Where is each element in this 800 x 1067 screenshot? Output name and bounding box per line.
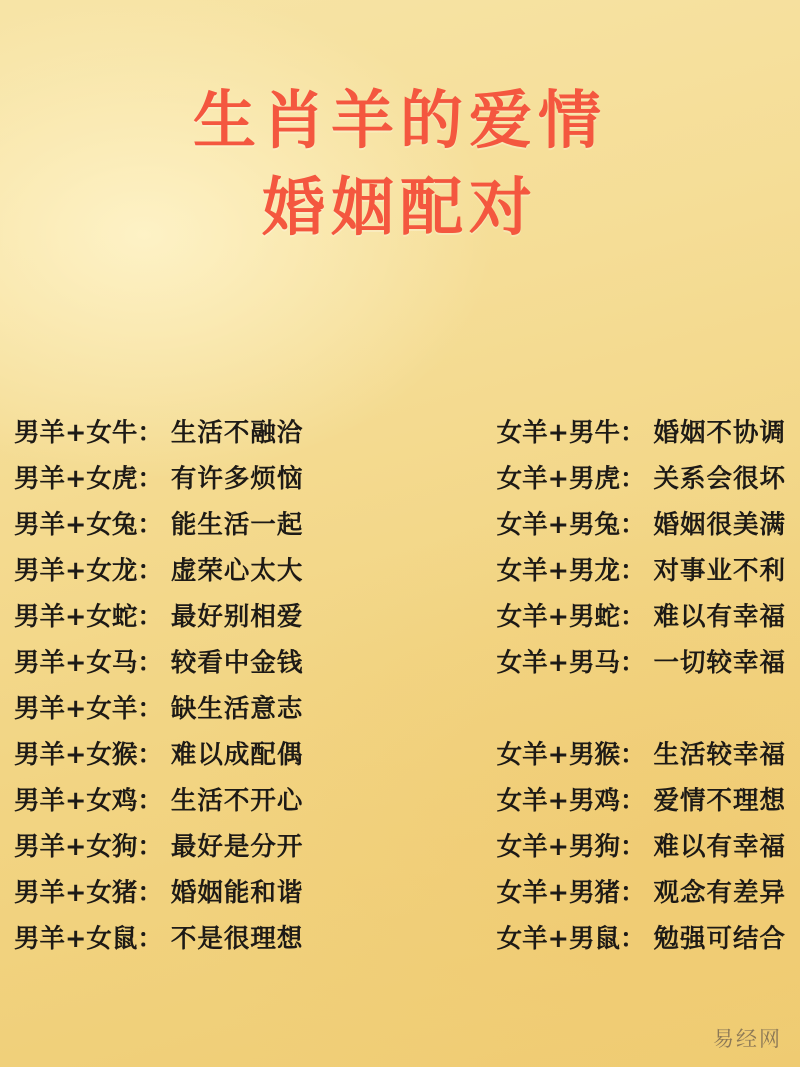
pairing-colon: ： [137, 510, 163, 540]
pairing-label: 女羊+男兔 [496, 510, 620, 540]
pairing-label: 男羊+女龙 [14, 556, 138, 586]
pairing-label: 女羊+男鸡 [496, 786, 620, 816]
page-title [0, 0, 800, 252]
pairing-label: 女羊+男虎 [496, 464, 620, 494]
pairing-label: 男羊+女狗 [14, 832, 138, 862]
pairing-label: 女羊+男蛇 [496, 602, 620, 632]
pairing-cell-female [410, 827, 786, 863]
pairing-colon: ： [619, 464, 646, 494]
pairing-result: 生活不融洽 [170, 418, 304, 448]
pairing-cell-male [14, 873, 390, 909]
pairing-cell-female [410, 735, 786, 771]
pairing-result: 虚荣心太大 [170, 556, 304, 586]
pairing-cell-male [14, 919, 390, 955]
pairing-cell-female [410, 873, 786, 909]
pairing-colon: ： [137, 602, 163, 632]
compatibility-table [0, 408, 800, 960]
table-row [14, 914, 786, 960]
pairing-result: 最好是分开 [170, 832, 304, 862]
pairing-cell-male [14, 597, 390, 633]
table-row [14, 592, 786, 638]
pairing-cell-male [14, 413, 390, 449]
pairing-result: 难以成配偶 [170, 740, 304, 770]
pairing-cell-female [410, 413, 786, 449]
table-row [14, 638, 786, 684]
title-line-2: 婚姻配对 [262, 170, 538, 244]
pairing-colon: ： [619, 832, 646, 862]
pairing-label: 女羊+男牛 [496, 418, 620, 448]
pairing-result: 能生活一起 [170, 510, 304, 540]
pairing-colon: ： [619, 878, 646, 908]
pairing-label: 男羊+女马 [14, 648, 138, 678]
pairing-colon: ： [137, 832, 163, 862]
pairing-result: 缺生活意志 [170, 694, 304, 724]
pairing-colon: ： [137, 464, 163, 494]
pairing-colon: ： [619, 602, 646, 632]
pairing-result: 最好别相爱 [170, 602, 304, 632]
pairing-colon: ： [619, 510, 646, 540]
pairing-result: 关系会很坏 [653, 464, 786, 494]
pairing-cell-male [14, 551, 390, 587]
pairing-result: 一切较幸福 [653, 648, 786, 678]
table-row [14, 408, 786, 454]
pairing-cell-female [410, 505, 786, 541]
pairing-label: 男羊+女虎 [14, 464, 138, 494]
pairing-colon: ： [137, 786, 163, 816]
pairing-cell-male [14, 459, 390, 495]
table-row [14, 776, 786, 822]
pairing-colon: ： [137, 878, 163, 908]
pairing-result: 勉强可结合 [653, 924, 786, 954]
pairing-colon: ： [619, 556, 646, 586]
pairing-cell-female [410, 551, 786, 587]
pairing-result: 有许多烦恼 [170, 464, 304, 494]
table-row [14, 730, 786, 776]
pairing-cell-female [410, 643, 786, 679]
pairing-cell-male [14, 735, 390, 771]
pairing-cell-male [14, 827, 390, 863]
table-row [14, 546, 786, 592]
pairing-colon: ： [137, 556, 163, 586]
pairing-result: 难以有幸福 [653, 832, 786, 862]
pairing-label: 女羊+男鼠 [496, 924, 620, 954]
pairing-result: 观念有差异 [653, 878, 786, 908]
pairing-result: 较看中金钱 [170, 648, 304, 678]
pairing-colon: ： [137, 418, 163, 448]
pairing-label: 女羊+男马 [496, 648, 620, 678]
pairing-colon: ： [137, 924, 163, 954]
pairing-label: 女羊+男猪 [496, 878, 620, 908]
pairing-cell-female [410, 781, 786, 817]
pairing-label: 男羊+女蛇 [14, 602, 138, 632]
watermark: 易经网 [713, 1027, 782, 1051]
pairing-label: 男羊+女羊 [14, 694, 138, 724]
pairing-cell-male [14, 505, 390, 541]
table-row [14, 868, 786, 914]
pairing-result: 不是很理想 [170, 924, 304, 954]
pairing-cell-male [14, 689, 390, 725]
pairing-result: 生活较幸福 [653, 740, 786, 770]
pairing-colon: ： [619, 648, 646, 678]
pairing-result: 难以有幸福 [653, 602, 786, 632]
pairing-label: 男羊+女牛 [14, 418, 138, 448]
pairing-colon: ： [137, 694, 163, 724]
pairing-label: 男羊+女鼠 [14, 924, 138, 954]
pairing-result: 对事业不利 [653, 556, 786, 586]
pairing-colon: ： [619, 924, 646, 954]
pairing-result: 生活不开心 [170, 786, 304, 816]
pairing-cell-female [410, 459, 786, 495]
pairing-cell-male [14, 781, 390, 817]
pairing-result: 婚姻很美满 [653, 510, 786, 540]
pairing-label: 女羊+男猴 [496, 740, 620, 770]
pairing-label: 男羊+女猴 [14, 740, 138, 770]
pairing-cell-female [410, 597, 786, 633]
pairing-label: 男羊+女猪 [14, 878, 138, 908]
pairing-cell-male [14, 643, 390, 679]
pairing-label: 男羊+女兔 [14, 510, 138, 540]
pairing-label: 女羊+男狗 [496, 832, 620, 862]
pairing-cell-female [410, 919, 786, 955]
pairing-colon: ： [137, 648, 163, 678]
pairing-colon: ： [619, 740, 646, 770]
pairing-colon: ： [619, 786, 646, 816]
title-line-1: 生肖羊的爱情 [193, 84, 607, 157]
table-row [14, 684, 786, 730]
pairing-result: 婚姻能和谐 [170, 878, 304, 908]
pairing-label: 女羊+男龙 [496, 556, 620, 586]
pairing-label: 男羊+女鸡 [14, 786, 138, 816]
table-row [14, 822, 786, 868]
table-row [14, 500, 786, 546]
pairing-result: 婚姻不协调 [653, 418, 786, 448]
pairing-colon: ： [137, 740, 163, 770]
pairing-colon: ： [619, 418, 646, 448]
table-row [14, 454, 786, 500]
pairing-result: 爱情不理想 [653, 786, 786, 816]
